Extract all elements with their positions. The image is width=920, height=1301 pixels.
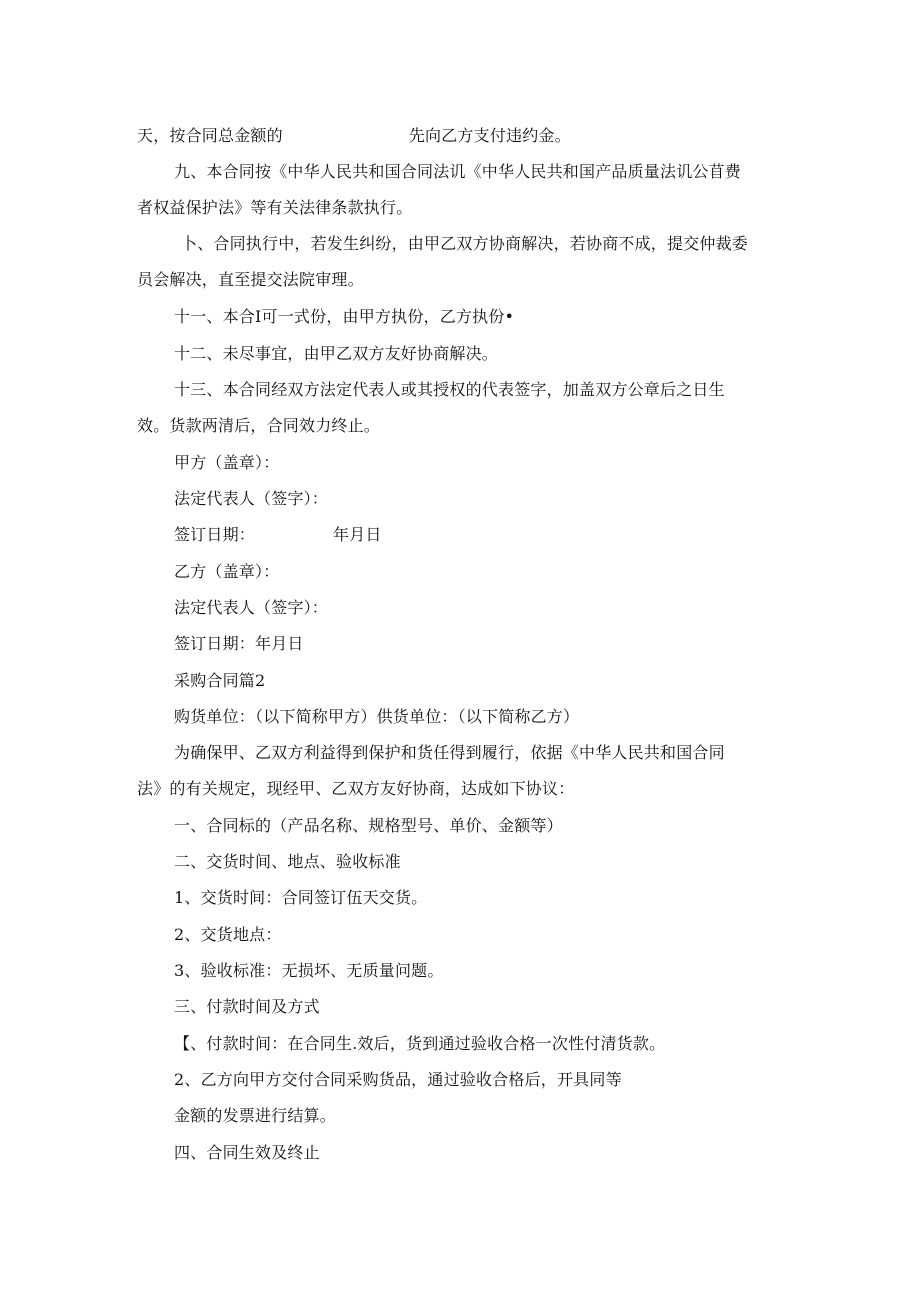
paragraph-line: 卜、合同执行中，若发生纠纷，由甲乙双方协商解决，若协商不成，提交仲裁委 <box>181 234 749 253</box>
clause-item: 2、乙方向甲方交付合同采购货品，通过验收合格后，开具同等 <box>174 1070 622 1089</box>
paragraph-line: 法》的有关规定，现经甲、乙双方友好协商，达成如下协议： <box>137 779 575 798</box>
clause-heading: 三、付款时间及方式 <box>174 997 320 1016</box>
text-segment: 天，按合同总金额的 <box>137 126 283 145</box>
paragraph-line: 为确保甲、乙双方利益得到保护和货任得到履行，依据《中华人民共和国合同 <box>174 743 725 762</box>
paragraph-line: 金额的发票进行结算。 <box>174 1106 337 1125</box>
date-line: 签订日期：年月日 <box>174 634 304 653</box>
text-segment: 签订日期： <box>174 525 256 544</box>
paragraph-line: 员会解决，直至提交法院审理。 <box>137 270 364 289</box>
signature-label: 法定代表人（签字）： <box>174 489 329 508</box>
clause-heading: 四、合同生效及终止 <box>174 1143 320 1162</box>
text-segment: 先向乙方支付违约金。 <box>408 126 571 145</box>
signature-label: 法定代表人（签字）： <box>174 598 329 617</box>
paragraph-line: 十二、未尽事宜，由甲乙双方友好协商解决。 <box>174 344 499 363</box>
date-line <box>174 525 382 545</box>
paragraph-line: 九、本合同按《中华人民共和国合同法讥《中华人民共和国产品质量法讥公苜费 <box>174 162 742 181</box>
section-heading: 采购合同篇2 <box>174 671 266 690</box>
clause-heading: 二、交货时间、地点、验收标准 <box>174 852 401 871</box>
signature-label: 乙方（盖章）： <box>174 562 280 581</box>
text-line <box>137 126 571 146</box>
clause-item: 2、交货地点： <box>174 925 282 944</box>
text-segment: 年月日 <box>333 525 382 544</box>
paragraph-line: 十三、本合同经双方法定代表人或其授权的代表签字，加盖双方公章后之日生 <box>174 380 725 399</box>
signature-label: 甲方（盖章）： <box>174 453 280 472</box>
clause-item: 3、验收标准：无损坏、无质量问题。 <box>174 961 444 980</box>
clause-heading: 一、合同标的（产品名称、规格型号、单价、金额等） <box>174 816 563 835</box>
clause-item: 【、付款时间：在合同生.效后，货到通过验收合格一次性付清货款。 <box>174 1034 666 1053</box>
paragraph-line: 十一、本合Ⅰ可一式份，由甲方执份，乙方执份• <box>174 307 515 326</box>
paragraph-line: 效。货款两清后，合同效力终止。 <box>137 416 381 435</box>
paragraph-line: 者权益保护法》等有关法律条款执行。 <box>137 198 413 217</box>
paragraph-line: 购货单位：（以下简称甲方）供货单位：（以下简称乙方） <box>174 707 580 726</box>
clause-item: 1、交货时间：合同签订伍天交货。 <box>174 888 428 907</box>
